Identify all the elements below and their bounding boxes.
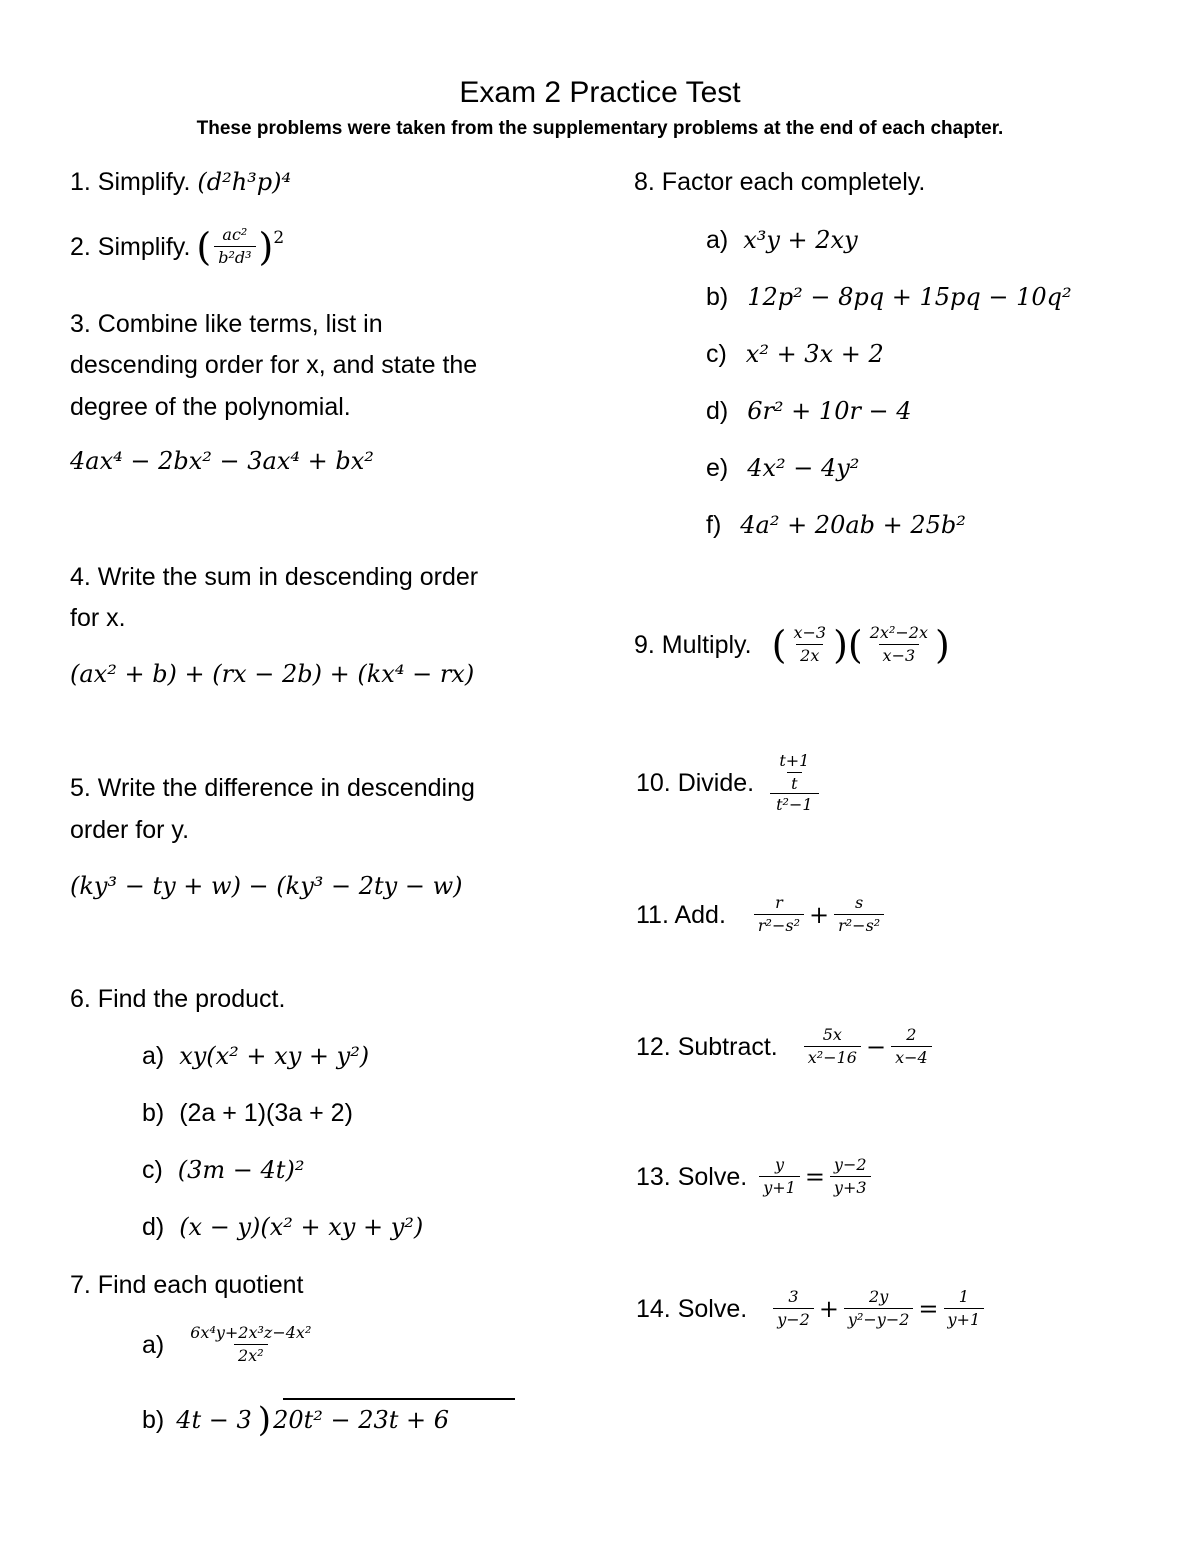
problem-8f-label: f) bbox=[706, 511, 722, 539]
problem-9-numerator-2: 2x²−2x bbox=[869, 623, 928, 642]
problem-6b-label: b) bbox=[142, 1099, 165, 1127]
problem-4-line-2: for x. bbox=[70, 604, 126, 632]
page-title: Exam 2 Practice Test bbox=[459, 76, 741, 109]
problem-13-operator: = bbox=[804, 1162, 825, 1191]
long-division-bar bbox=[283, 1398, 515, 1400]
problem-13-denominator-2: y+3 bbox=[830, 1176, 871, 1197]
long-division-bracket-icon: ) bbox=[257, 1400, 272, 1440]
problem-10-complex-fraction bbox=[770, 752, 818, 814]
problem-13-numerator-1: y bbox=[774, 1155, 785, 1174]
problem-3-line-3: degree of the polynomial. bbox=[70, 393, 351, 421]
problem-12-denominator-1: x²−16 bbox=[804, 1046, 861, 1067]
problem-2-denominator: b²d³ bbox=[214, 246, 255, 267]
problem-8f bbox=[706, 509, 966, 541]
problem-2: 2. Simplify. ( $\frac{\text{ac²}}{\text{b²d³}}$ ) 2 bbox=[70, 226, 284, 267]
problem-5-line-1: 5. Write the difference in descending bbox=[70, 774, 475, 802]
problem-7a-numerator: 6x⁴y+2x³z−4x² bbox=[190, 1323, 312, 1342]
problem-8a-label: a) bbox=[706, 226, 729, 254]
problem-10 bbox=[636, 752, 822, 814]
problem-12-fraction-1 bbox=[804, 1026, 861, 1067]
problem-9-fraction-1 bbox=[789, 624, 830, 665]
problem-13-label: 13. Solve. bbox=[636, 1162, 748, 1191]
problem-14-fraction-1 bbox=[773, 1288, 814, 1329]
problem-11-denominator-2: r²−s² bbox=[834, 914, 884, 935]
problem-3-line-2: descending order for x, and state the bbox=[70, 351, 478, 379]
problem-8c-expression: x² + 3x + 2 bbox=[745, 340, 884, 368]
problem-1 bbox=[70, 166, 291, 198]
problem-11-fraction-1 bbox=[754, 894, 804, 935]
problem-6a-expression: xy(x² + xy + y²) bbox=[179, 1042, 370, 1070]
problem-6d bbox=[142, 1211, 423, 1243]
problem-5-line-2: order for y. bbox=[70, 816, 190, 844]
problem-6a bbox=[142, 1040, 369, 1072]
problem-13-numerator-2: y−2 bbox=[833, 1155, 867, 1174]
problem-14-numerator-2: 2y bbox=[869, 1287, 889, 1306]
problem-9-label: 9. Multiply. bbox=[634, 630, 752, 659]
problem-14-operator-1: + bbox=[818, 1294, 839, 1323]
problem-2-fraction bbox=[214, 226, 255, 267]
problem-2-numerator: ac² bbox=[222, 225, 248, 244]
problem-8b-expression: 12p² − 8pq + 15pq − 10q² bbox=[747, 283, 1072, 311]
problem-1-expression: (d²h³p)⁴ bbox=[197, 168, 292, 196]
problem-12-denominator-2: x−4 bbox=[891, 1046, 932, 1067]
problem-8e-label: e) bbox=[706, 454, 729, 482]
problem-12-label: 12. Subtract. bbox=[636, 1032, 778, 1061]
problem-11-operator: + bbox=[809, 900, 830, 929]
problem-12-operator: − bbox=[865, 1032, 887, 1061]
problem-7a-fraction bbox=[186, 1324, 315, 1365]
problem-8e-expression: 4x² − 4y² bbox=[747, 454, 860, 482]
problem-8e bbox=[706, 452, 859, 484]
problem-7b bbox=[142, 1400, 450, 1440]
problem-8c-label: c) bbox=[706, 340, 727, 368]
problem-8a-expression: x³y + 2xy bbox=[743, 226, 858, 254]
problem-6-label: 6. Find the product. bbox=[70, 985, 286, 1013]
problem-14-label: 14. Solve. bbox=[636, 1294, 748, 1323]
problem-8d bbox=[706, 395, 912, 427]
problem-7b-dividend: 20t² − 23t + 6 bbox=[273, 1406, 450, 1434]
problem-7b-label: b) bbox=[142, 1406, 165, 1434]
problem-13-fraction-2 bbox=[830, 1156, 871, 1197]
problem-8d-label: d) bbox=[706, 397, 729, 425]
problem-14-denominator-1: y−2 bbox=[773, 1308, 814, 1329]
problem-6b-expression: (2a + 1)(3a + 2) bbox=[179, 1099, 353, 1127]
problem-8c bbox=[706, 338, 884, 370]
problem-11-denominator-1: r²−s² bbox=[754, 914, 804, 935]
problem-8-label: 8. Factor each completely. bbox=[634, 168, 926, 196]
problem-14-fraction-3 bbox=[944, 1288, 985, 1329]
problem-6a-label: a) bbox=[142, 1042, 165, 1070]
problem-14 bbox=[636, 1288, 987, 1329]
problem-14-numerator-1: 3 bbox=[788, 1287, 799, 1306]
problem-10-inner-fraction bbox=[775, 752, 813, 793]
problem-11 bbox=[636, 894, 887, 935]
problem-3-line-1: 3. Combine like terms, list in bbox=[70, 310, 383, 338]
problem-8d-expression: 6r² + 10r − 4 bbox=[747, 397, 912, 425]
problem-12 bbox=[636, 1026, 935, 1067]
problem-7a-denominator: 2x² bbox=[234, 1344, 268, 1365]
problem-5-expression: (ky³ − ty + w) − (ky³ − 2ty − w) bbox=[70, 872, 463, 900]
problem-2-label: 2. Simplify. bbox=[70, 232, 191, 261]
problem-10-inner-denominator: t bbox=[787, 772, 801, 793]
problem-6b bbox=[142, 1097, 353, 1129]
problem-13 bbox=[636, 1156, 874, 1197]
problem-6c bbox=[142, 1154, 304, 1186]
problem-9: 9. Multiply. ( $\frac{x-3}{2x}$ ) ( $\frac{\text{2x²−2x}}{x-3}$ ) bbox=[634, 622, 950, 667]
problem-1-label: 1. Simplify. bbox=[70, 168, 191, 196]
problem-11-fraction-2 bbox=[834, 894, 884, 935]
problem-4-line-1: 4. Write the sum in descending order bbox=[70, 563, 479, 591]
problem-7b-divisor: 4t − 3 bbox=[176, 1406, 252, 1434]
problem-7a bbox=[142, 1324, 318, 1365]
problem-6d-expression: (x − y)(x² + xy + y²) bbox=[179, 1213, 424, 1241]
problem-14-numerator-3: 1 bbox=[958, 1287, 969, 1306]
problem-7a-label: a) bbox=[142, 1330, 165, 1359]
problem-8b-label: b) bbox=[706, 283, 729, 311]
problem-10-label: 10. Divide. bbox=[636, 769, 755, 797]
problem-9-denominator-1: 2x bbox=[796, 644, 823, 665]
problem-6c-expression: (3m − 4t)² bbox=[177, 1156, 305, 1184]
problem-2-exponent: 2 bbox=[273, 228, 285, 248]
problem-14-denominator-2: y²−y−2 bbox=[844, 1308, 913, 1329]
problem-6d-label: d) bbox=[142, 1213, 165, 1241]
problem-11-numerator-2: s bbox=[855, 893, 864, 912]
problem-11-numerator-1: r bbox=[775, 893, 783, 912]
problem-10-denominator: t²−1 bbox=[770, 793, 818, 814]
problem-4-expression: (ax² + b) + (rx − 2b) + (kx⁴ − rx) bbox=[70, 660, 475, 688]
problem-12-numerator-1: 5x bbox=[822, 1025, 842, 1044]
problem-7-label: 7. Find each quotient bbox=[70, 1271, 304, 1299]
problem-12-fraction-2 bbox=[891, 1026, 932, 1067]
problem-9-fraction-2 bbox=[866, 624, 932, 665]
problem-6c-label: c) bbox=[142, 1156, 163, 1184]
problem-8b bbox=[706, 281, 1072, 313]
problem-14-fraction-2 bbox=[844, 1288, 913, 1329]
problem-8a bbox=[706, 224, 858, 256]
problem-3-expression: 4ax⁴ − 2bx² − 3ax⁴ + bx² bbox=[70, 447, 374, 475]
problem-14-operator-2: = bbox=[918, 1294, 939, 1323]
problem-11-label: 11. Add. bbox=[636, 900, 726, 929]
problem-14-denominator-3: y+1 bbox=[944, 1308, 985, 1329]
problem-13-denominator-1: y+1 bbox=[759, 1176, 800, 1197]
problem-8f-expression: 4a² + 20ab + 25b² bbox=[740, 511, 966, 539]
problem-10-inner-numerator: t+1 bbox=[779, 751, 810, 770]
problem-9-denominator-2: x−3 bbox=[879, 644, 920, 665]
problem-9-numerator-1: x−3 bbox=[793, 623, 827, 642]
page-subtitle: These problems were taken from the supplementary problems at the end of each chapter. bbox=[196, 118, 1004, 139]
problem-12-numerator-2: 2 bbox=[906, 1025, 917, 1044]
problem-13-fraction-1 bbox=[759, 1156, 800, 1197]
